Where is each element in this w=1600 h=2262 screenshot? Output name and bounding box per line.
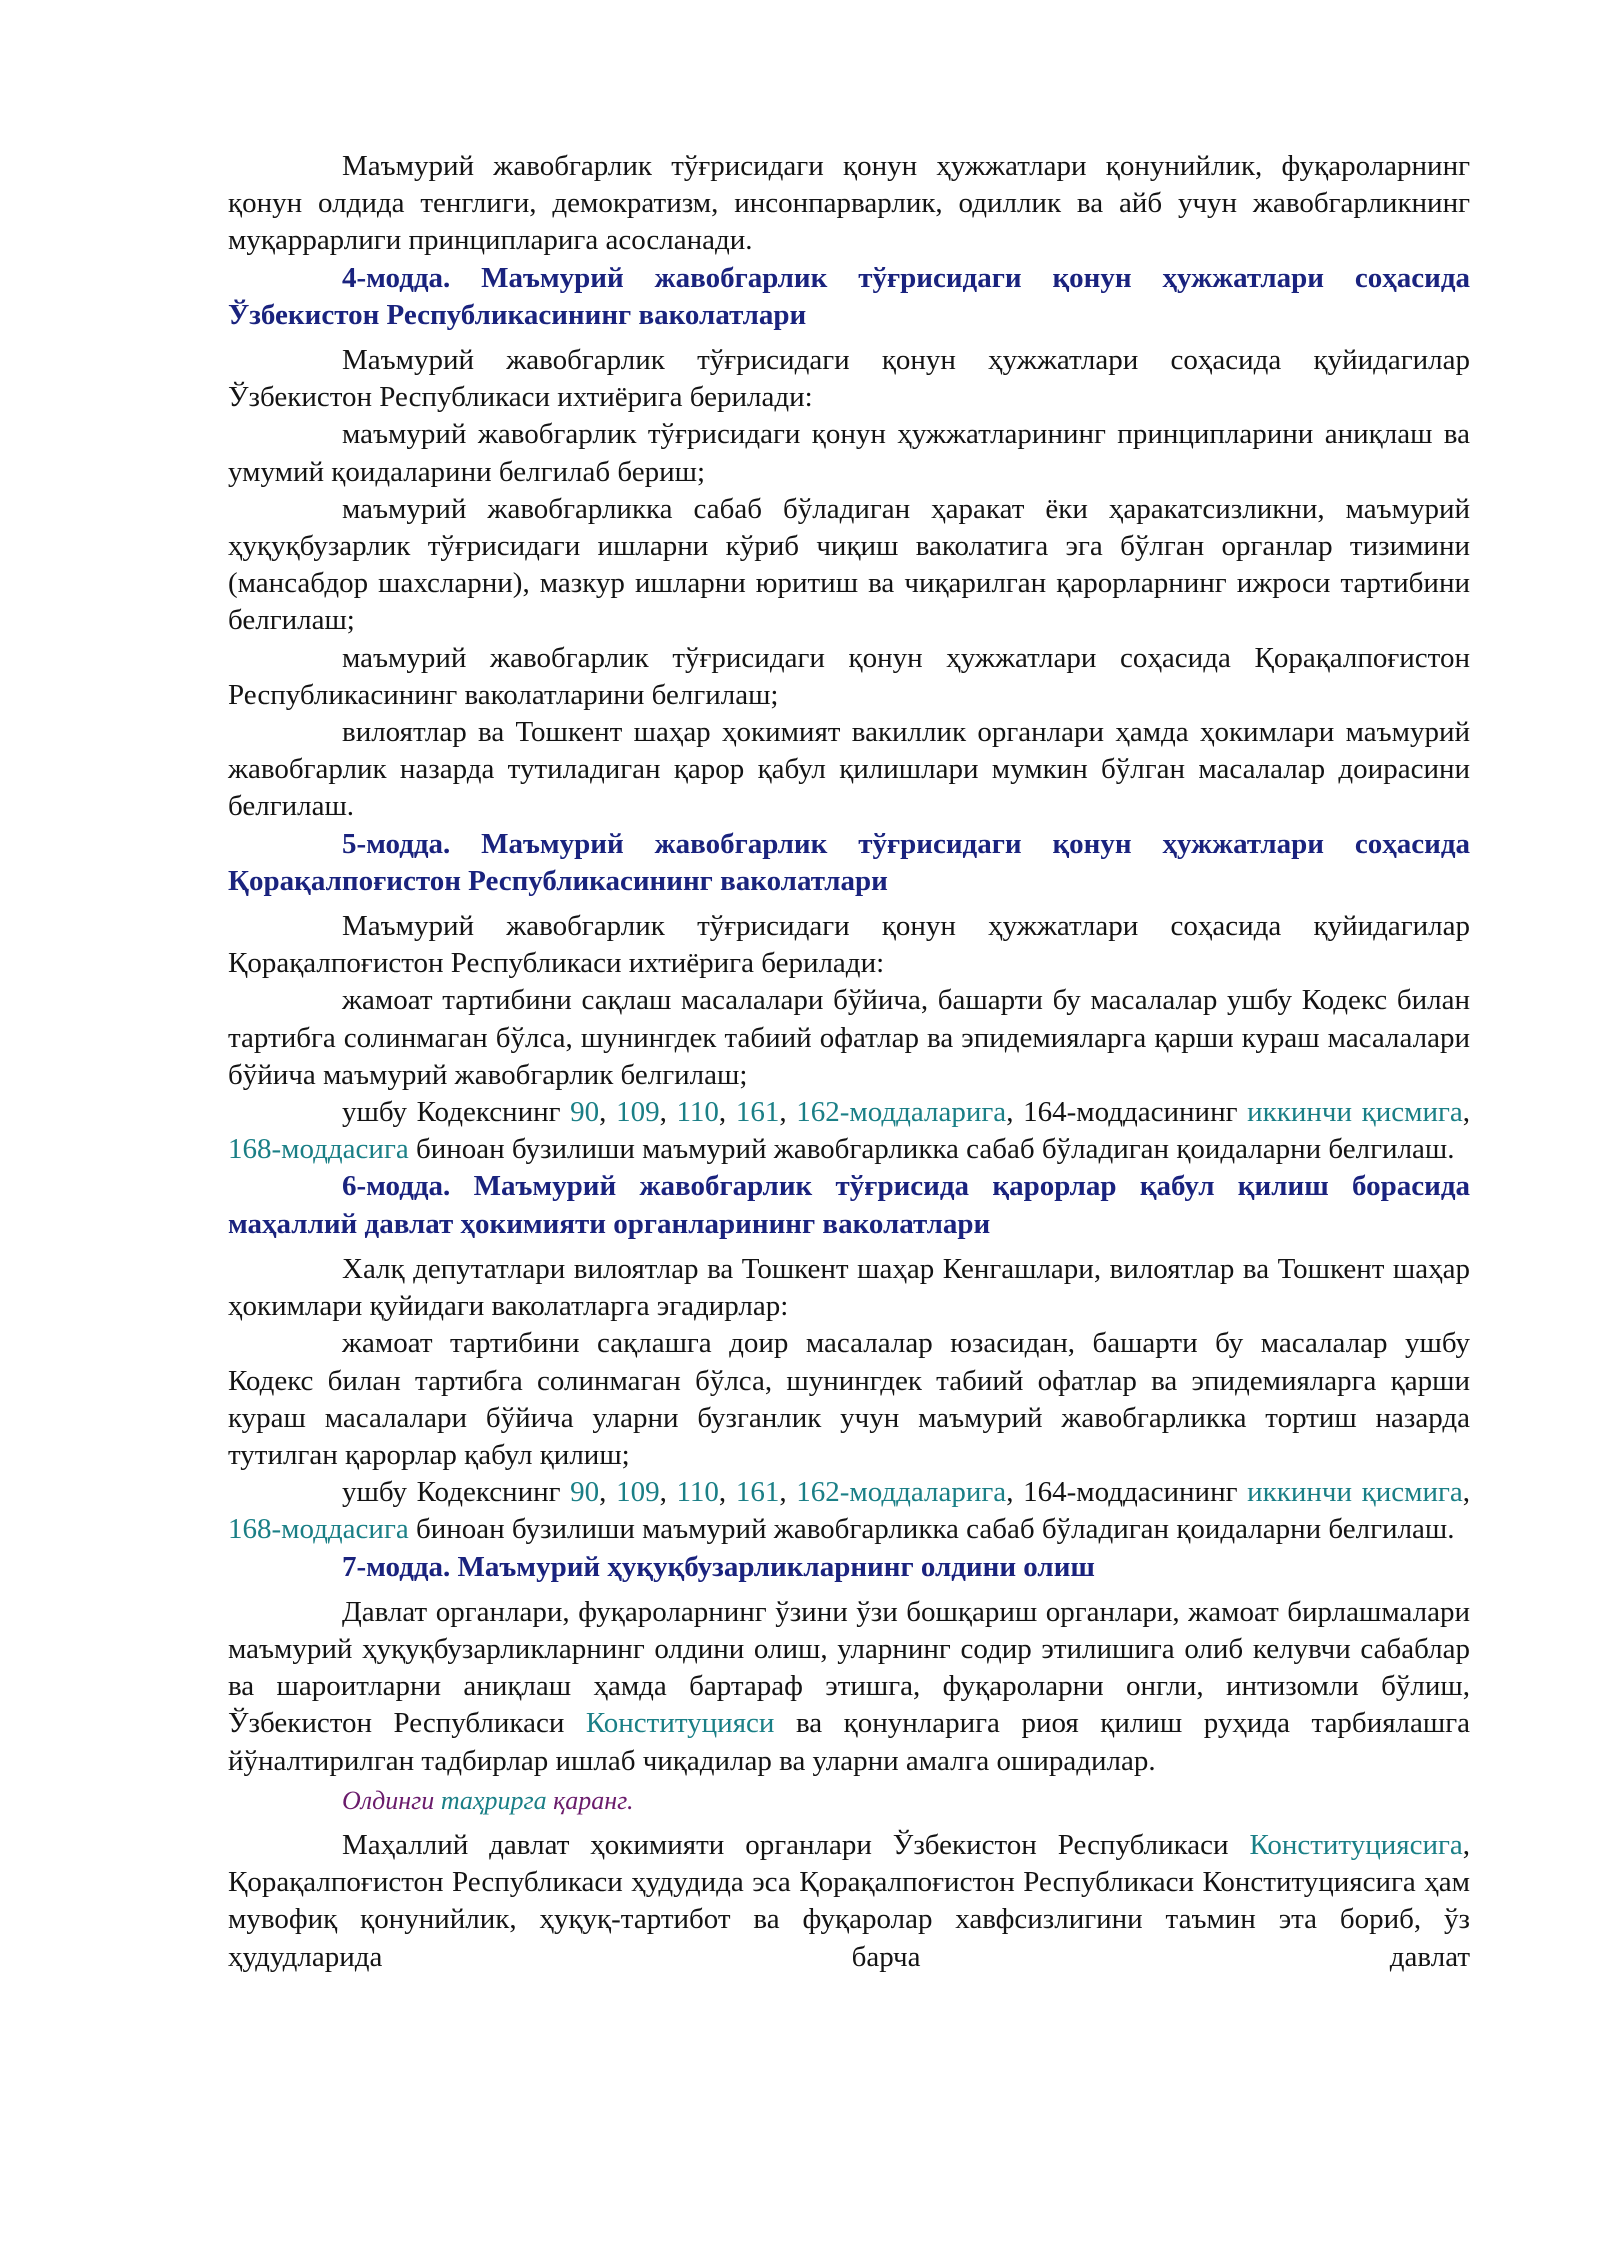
- paragraph-with-references: ушбу Кодекснинг 90, 109, 110, 161, 162-моддаларига, 164-моддасининг иккинчи қисмига, 168-моддасига биноан бузилиши маъмурий жавобгарликка сабаб бўладиган қоидаларни белгилаш.: [228, 1476, 1471, 1546]
- link-article-109[interactable]: 109: [616, 1476, 660, 1509]
- paragraph: Маъмурий жавобгарлик тўғрисидаги қонун ҳужжатлари қонунийлик, фуқароларнинг қонун олдида тенглиги, демократизм, инсонпарварлик, одиллик ва айб учун жавобгарликнинг муқаррарлиги принципларига асосланади.: [228, 150, 1470, 257]
- link-article-110[interactable]: 110: [676, 1476, 719, 1509]
- paragraph: Маъмурий жавобгарлик тўғрисидаги қонун ҳужжатлари соҳасида қуйидагилар Қорақалпоғистон Республикаси ихтиёрига берилади:: [228, 910, 1470, 980]
- link-article-162[interactable]: 162-моддаларига: [796, 1096, 1007, 1129]
- article-6-heading: 6-модда. Маъмурий жавобгарлик тўғрисида қарорлар қабул қилиш борасида маҳаллий давлат ҳокимияти органларининг ваколатлари: [228, 1170, 1470, 1240]
- article-7-heading: 7-модда. Маъмурий ҳуқуқбузарликларнинг олдини олиш: [342, 1550, 1095, 1583]
- previous-edition-note: Олдинги таҳрирга қаранг.: [342, 1785, 634, 1815]
- paragraph: Халқ депутатлари вилоятлар ва Тошкент шаҳар Кенгашлари, вилоятлар ва Тошкент шаҳар ҳокимлари қуйидаги ваколатларга эгадирлар:: [228, 1252, 1470, 1323]
- paragraph-with-references: Маҳаллий давлат ҳокимияти органлари Ўзбекистон Республикаси Конституциясига, Қорақалпоғистон Республикаси ҳудудида эса Қорақалпоғистон Республикаси Конституциясига ҳам мувофиқ қонунийлик, ҳуқуқ-тартибот ва фуқаролар хавфсизлигини таъмин эта бориб, ўз ҳудудларида барча давлат: [228, 1828, 1470, 1973]
- paragraph: маъмурий жавобгарликка сабаб бўладиган ҳаракат ёки ҳаракатсизликни, маъмурий ҳуқуқбузарлик тўғрисидаги ишларни кўриб чиқиш ваколатига эга бўлган органлар тизимини (мансабдор шахсларни), мазкур ишларни юритиш ва чиқарилган қарорларнинг ижроси тартибини белгилаш;: [228, 492, 1470, 637]
- link-article-109[interactable]: 109: [616, 1096, 660, 1129]
- link-constitution[interactable]: Конституцияси: [585, 1707, 775, 1740]
- link-article-90[interactable]: 90: [570, 1096, 600, 1129]
- paragraph: жамоат тартибини сақлаш масалалари бўйича, башарти бу масалалар ушбу Кодекс билан тартибга солинмаган бўлса, шунингдек табиий офатлар ва эпидемияларга қарши кураш масалалари бўйича маъмурий жавобгарлик белгилаш;: [228, 984, 1470, 1091]
- paragraph: Маъмурий жавобгарлик тўғрисидаги қонун ҳужжатлари соҳасида қуйидагилар Ўзбекистон Республикаси ихтиёрига берилади:: [228, 344, 1470, 414]
- link-article-168[interactable]: 168-моддасига: [228, 1513, 409, 1546]
- paragraph-with-references: ушбу Кодекснинг 90, 109, 110, 161, 162-моддаларига, 164-моддасининг иккинчи қисмига, 168-моддасига биноан бузилиши маъмурий жавобгарликка сабаб бўладиган қоидаларни белгилаш.: [228, 1096, 1471, 1166]
- link-article-90[interactable]: 90: [570, 1476, 600, 1509]
- article-5-heading: 5-модда. Маъмурий жавобгарлик тўғрисидаги қонун ҳужжатлари соҳасида Қорақалпоғистон Республикасининг ваколатлари: [228, 827, 1470, 897]
- link-article-161[interactable]: 161: [735, 1476, 780, 1509]
- paragraph-with-references: Давлат органлари, фуқароларнинг ўзини ўзи бошқариш органлари, жамоат бирлашмалари маъмурий ҳуқуқбузарликларнинг олдини олиш, уларнинг содир этилишига олиб келувчи сабаблар ва шароитларни аниқлаш ҳамда бартараф этишга, фуқароларни онгли, интизомли бўлиш, Ўзбекистон Республикаси Конституцияси ва қонунларига риоя қилиш руҳида тарбиялашга йўналтирилган тадбирлар ишлаб чиқадилар ва уларни амалга оширадилар.: [228, 1595, 1470, 1777]
- link-article-162[interactable]: 162-моддаларига: [796, 1476, 1007, 1509]
- link-constitution-2[interactable]: Конституциясига: [1249, 1828, 1463, 1861]
- paragraph: маъмурий жавобгарлик тўғрисидаги қонун ҳужжатларининг принципларини аниқлаш ва умумий қоидаларини белгилаб бериш;: [228, 418, 1470, 488]
- link-article-110[interactable]: 110: [676, 1096, 719, 1129]
- paragraph: маъмурий жавобгарлик тўғрисидаги қонун ҳужжатлари соҳасида Қорақалпоғистон Республикасининг ваколатларини белгилаш;: [228, 641, 1470, 711]
- link-article-168[interactable]: 168-моддасига: [228, 1133, 409, 1166]
- link-previous-edition[interactable]: таҳрирга: [440, 1785, 547, 1815]
- article-4-heading: 4-модда. Маъмурий жавобгарлик тўғрисидаги қонун ҳужжатлари соҳасида Ўзбекистон Республикасининг ваколатлари: [228, 261, 1470, 331]
- paragraph: вилоятлар ва Тошкент шаҳар ҳокимият вакиллик органлари ҳамда ҳокимлари маъмурий жавобгарлик назарда тутиладиган қарор қабул қилишлари мумкин бўлган масалалар доирасини белгилаш.: [228, 716, 1470, 823]
- link-article-164-part-2[interactable]: иккинчи қисмига: [1247, 1096, 1463, 1129]
- link-article-164-part-2[interactable]: иккинчи қисмига: [1247, 1476, 1463, 1509]
- paragraph: жамоат тартибини сақлашга доир масалалар юзасидан, башарти бу масалалар ушбу Кодекс билан тартибга солинмаган бўлса, шунингдек табиий офатлар ва эпидемияларга қарши кураш масалалари бўйича уларни бузганлик учун маъмурий жавобгарликка тортиш назарда тутилган қарорлар қабул қилиш;: [228, 1327, 1470, 1471]
- document-body: [228, 148, 1470, 1976]
- link-article-161[interactable]: 161: [735, 1096, 780, 1129]
